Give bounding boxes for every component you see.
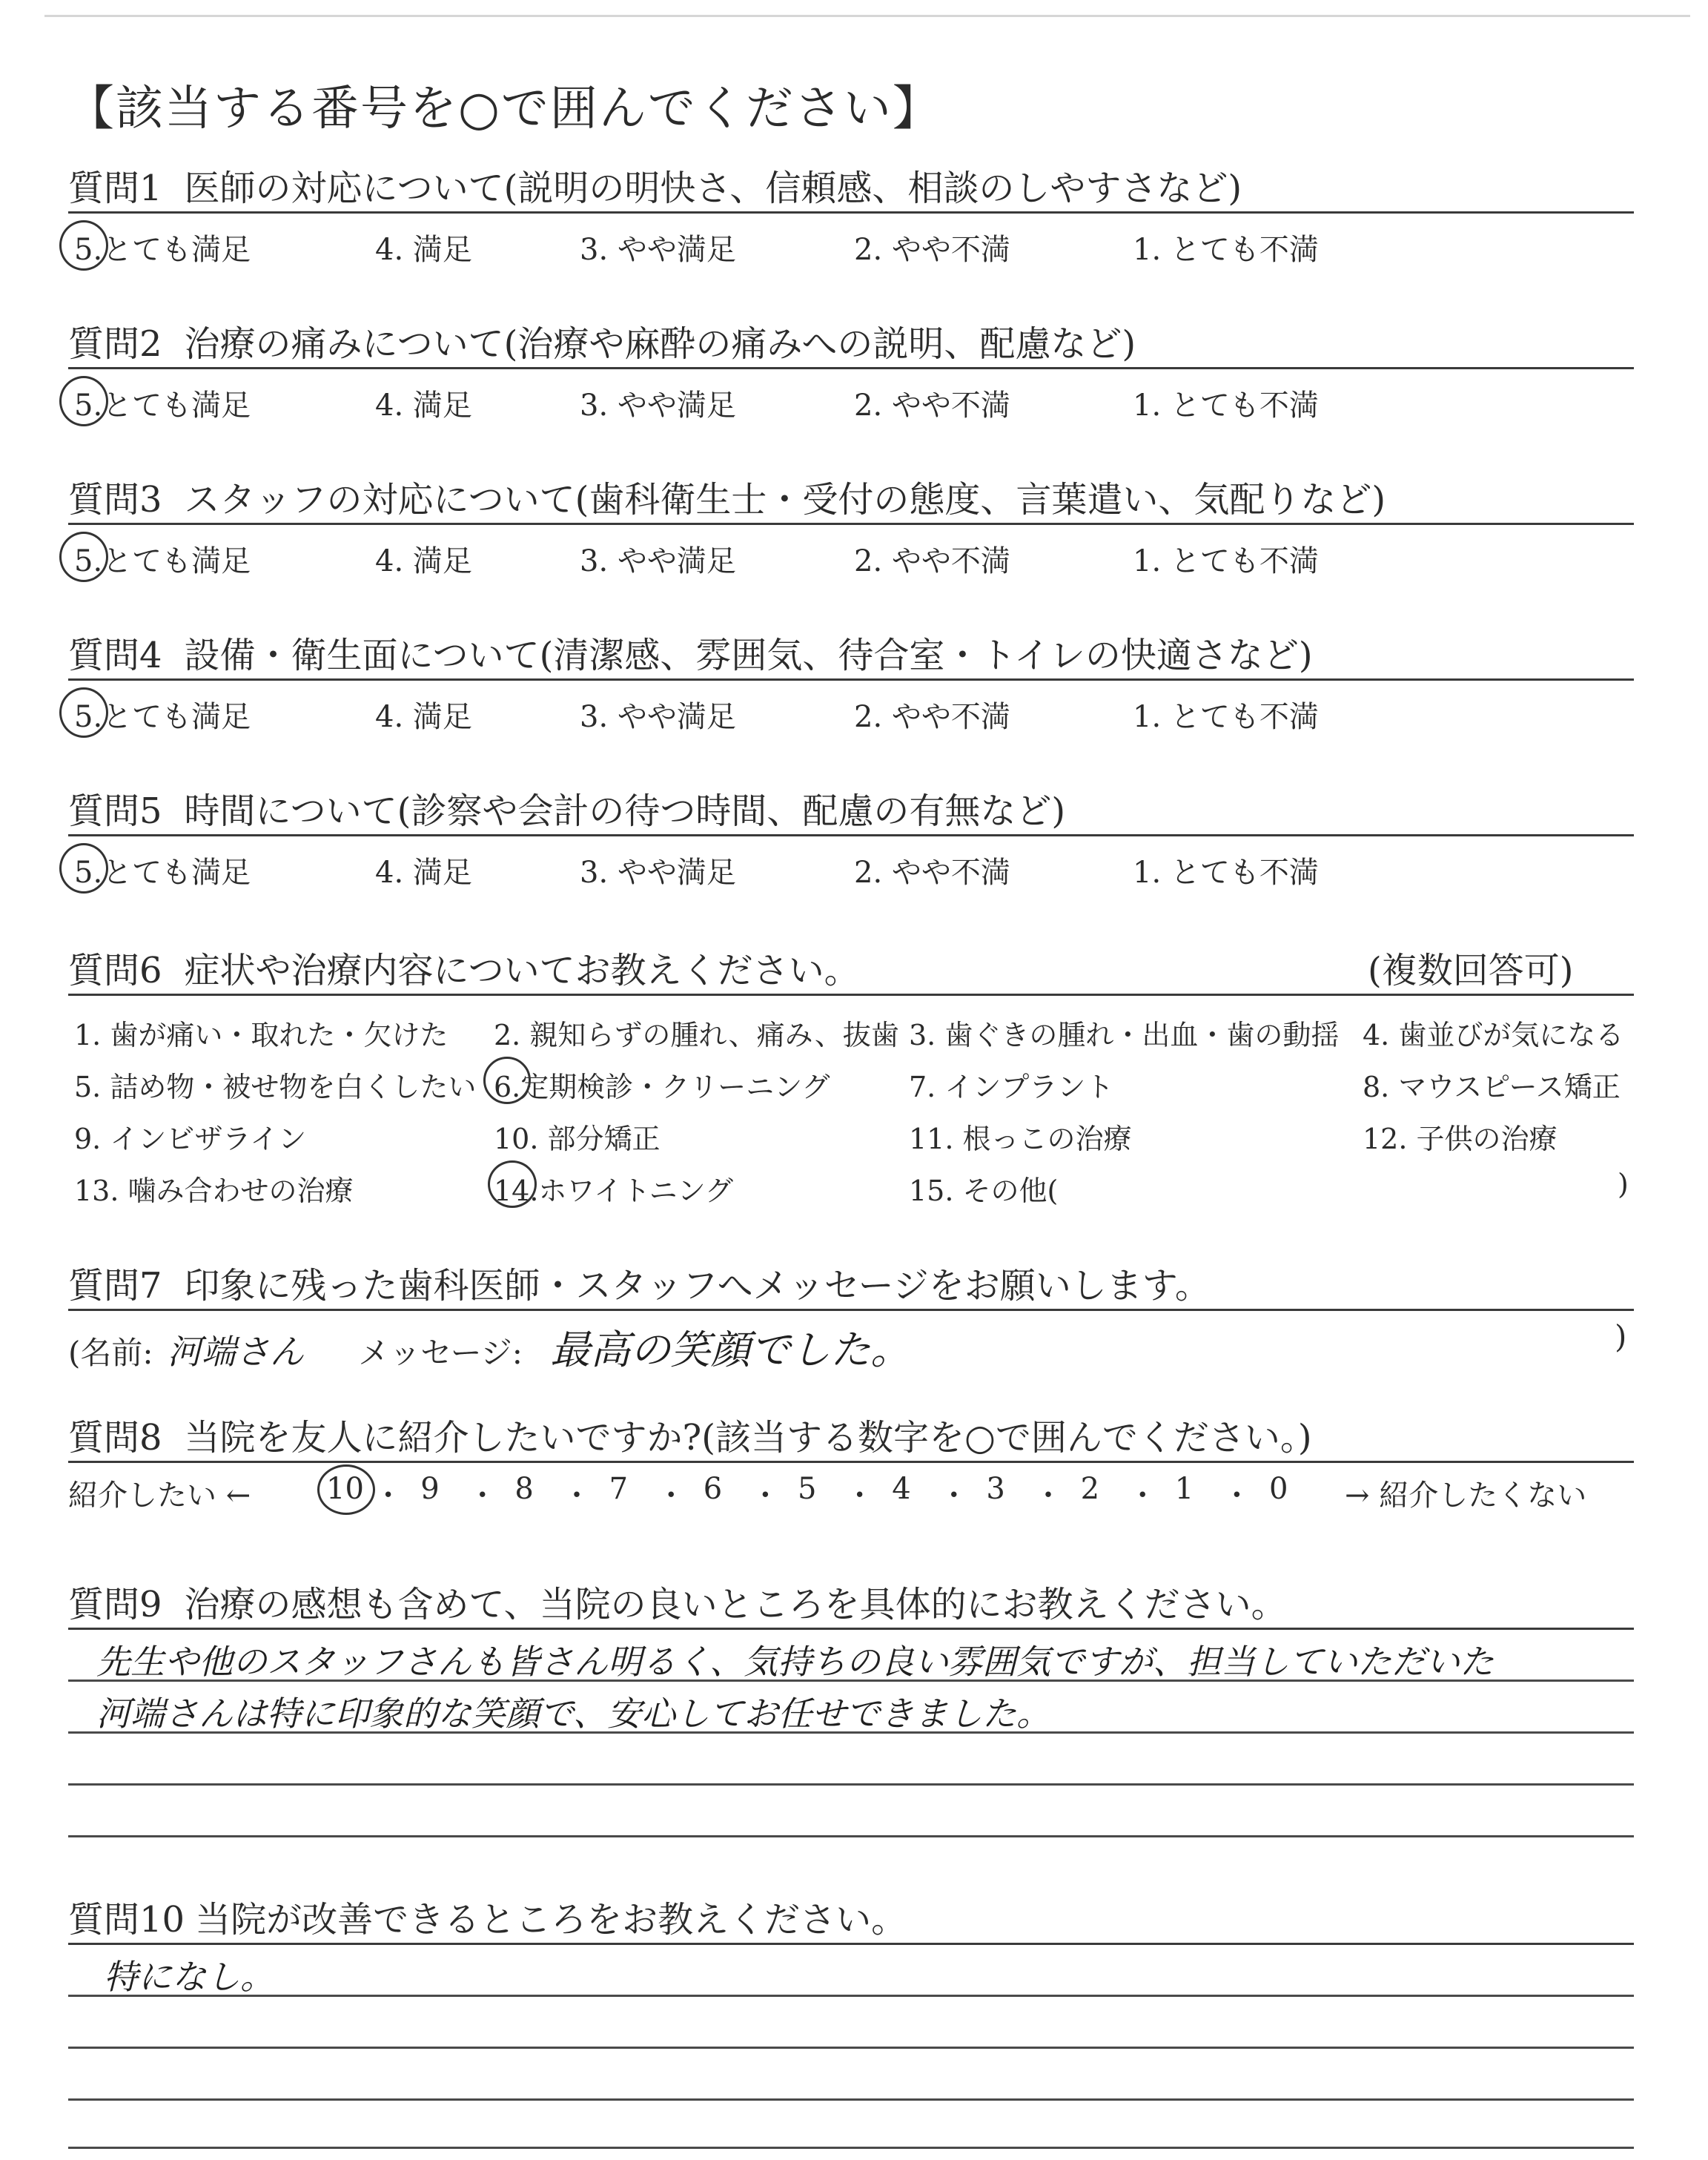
question-number: 質問4 (68, 635, 162, 676)
scale-separator: ・ (1222, 1479, 1252, 1513)
scale-option-10[interactable]: 10 (326, 1472, 364, 1506)
scale-separator: ・ (373, 1479, 403, 1513)
question-title: 時間について(診察や会計の待つ時間、配慮の有無など) (184, 790, 1066, 832)
question-8-rule (68, 1461, 1634, 1463)
scale-separator: ・ (1128, 1479, 1158, 1513)
question-title: 治療の痛みについて(治療や麻酔の痛みへの説明、配慮など) (184, 323, 1136, 365)
selected-circle (59, 376, 108, 426)
question-3 (68, 471, 1634, 522)
rating-option-3[interactable]: 3. やや満足 (580, 544, 736, 578)
q10-line-3 (68, 2047, 1634, 2049)
q6-selected-circle-14 (488, 1160, 537, 1208)
q10-line-1 (68, 1943, 1634, 1945)
rating-option-4[interactable]: 4. 満足 (375, 856, 472, 890)
q6-option-13[interactable]: 13. 噛み合わせの治療 (74, 1175, 354, 1207)
recommend-scale (68, 1472, 1634, 1516)
q9-answer-line-1[interactable]: 先生や他のスタッフさんも皆さん明るく、気持ちの良い雰囲気ですが、担当していただいた (96, 1642, 1494, 1682)
q6-option-1[interactable]: 1. 歯が痛い・取れた・欠けた (74, 1019, 448, 1051)
scale-option-3[interactable]: 3 (986, 1472, 1005, 1506)
message-value[interactable]: 最高の笑顔でした。 (550, 1327, 911, 1373)
question-number: 質問7 (68, 1265, 162, 1307)
rating-option-5[interactable]: 5.とても満足 (74, 233, 251, 267)
question-number: 質問6 (68, 950, 162, 991)
q6-option-14[interactable]: 14.ホワイトニング (494, 1175, 734, 1207)
multiple-answer-note: (複数回答可) (1368, 950, 1574, 991)
rating-option-2[interactable]: 2. やや不満 (854, 700, 1010, 734)
rating-option-4[interactable]: 4. 満足 (375, 700, 472, 734)
rating-option-3[interactable]: 3. やや満足 (580, 856, 736, 890)
question-title: 医師の対応について(説明の明快さ、信頼感、相談のしやすさなど) (184, 168, 1242, 209)
rating-option-1[interactable]: 1. とても不満 (1133, 233, 1319, 267)
q9-line-4 (68, 1783, 1634, 1786)
question-8 (68, 1409, 1634, 1460)
question-2-rule (68, 367, 1634, 369)
q9-line-5 (68, 1835, 1634, 1837)
scale-option-7[interactable]: 7 (609, 1472, 629, 1506)
rating-option-5[interactable]: 5.とても満足 (74, 856, 251, 890)
scale-separator: ・ (467, 1479, 497, 1513)
instruction-heading: 【該当する番号を○で囲んでください】 (67, 82, 941, 136)
question-1-options (68, 226, 1634, 268)
scale-separator: ・ (844, 1479, 875, 1513)
question-title: 印象に残った歯科医師・スタッフへメッセージをお願いします。 (184, 1265, 1211, 1307)
question-9 (68, 1576, 1634, 1627)
rating-option-2[interactable]: 2. やや不満 (854, 856, 1010, 890)
rating-option-3[interactable]: 3. やや満足 (580, 233, 736, 267)
rating-option-4[interactable]: 4. 満足 (375, 233, 472, 267)
q6-option-15[interactable]: 15. その他( (909, 1175, 1059, 1207)
top-border (44, 15, 1690, 17)
scale-option-5[interactable]: 5 (798, 1472, 817, 1506)
scale-separator: ・ (1033, 1479, 1063, 1513)
rating-option-3[interactable]: 3. やや満足 (580, 700, 736, 734)
question-number: 質問8 (68, 1417, 162, 1459)
rating-option-5[interactable]: 5.とても満足 (74, 544, 251, 578)
q6-option-4[interactable]: 4. 歯並びが気になる (1363, 1019, 1624, 1051)
scale-selected-circle (317, 1464, 375, 1515)
q6-option-10[interactable]: 10. 部分矯正 (494, 1123, 661, 1155)
question-number: 質問3 (68, 479, 162, 521)
selected-circle (59, 687, 108, 738)
q6-option-5[interactable]: 5. 詰め物・被せ物を白くしたい (74, 1071, 477, 1103)
question-4-options (68, 693, 1634, 735)
q6-option-3[interactable]: 3. 歯ぐきの腫れ・出血・歯の動揺 (909, 1019, 1340, 1051)
q7-message-line (68, 1318, 910, 1375)
scale-option-2[interactable]: 2 (1080, 1472, 1100, 1506)
question-title: 治療の感想も含めて、当院の良いところを具体的にお教えください。 (184, 1584, 1287, 1625)
q9-line-1 (68, 1628, 1634, 1630)
rating-option-1[interactable]: 1. とても不満 (1133, 544, 1319, 578)
question-title: 症状や治療内容についてお教えください。 (184, 950, 860, 991)
q10-answer-line-1[interactable]: 特になし。 (104, 1957, 274, 1997)
scale-separator: ・ (750, 1479, 781, 1513)
question-number: 質問1 (68, 168, 162, 209)
scale-option-1[interactable]: 1 (1174, 1472, 1194, 1506)
q6-option-15-close: ) (1618, 1168, 1629, 1200)
scale-separator: ・ (656, 1479, 686, 1513)
question-2 (68, 315, 1634, 366)
scale-right-label: → 紹介したくない (1345, 1479, 1587, 1513)
rating-option-1[interactable]: 1. とても不満 (1133, 389, 1319, 423)
question-number: 質問5 (68, 790, 162, 832)
rating-option-5[interactable]: 5.とても満足 (74, 700, 251, 734)
question-number: 質問2 (68, 323, 162, 365)
q10-line-5 (68, 2147, 1634, 2149)
q6-option-6[interactable]: 6.定期検診・クリーニング (494, 1071, 830, 1103)
selected-circle (59, 843, 108, 894)
question-3-options (68, 538, 1634, 579)
scale-option-0[interactable]: 0 (1269, 1472, 1288, 1506)
question-title: 当院を友人に紹介したいですか?(該当する数字を○で囲んでください。) (184, 1417, 1312, 1459)
q10-line-2 (68, 1995, 1634, 1997)
q6-option-8[interactable]: 8. マウスピース矯正 (1363, 1071, 1621, 1103)
question-title: 当院が改善できるところをお教えください。 (195, 1899, 907, 1941)
question-10 (68, 1891, 1634, 1942)
rating-option-1[interactable]: 1. とても不満 (1133, 856, 1319, 890)
question-number: 質問10 (68, 1899, 185, 1941)
q6-option-11[interactable]: 11. 根っこの治療 (909, 1123, 1132, 1155)
scale-separator: ・ (562, 1479, 592, 1513)
q6-option-9[interactable]: 9. インビザライン (74, 1123, 307, 1155)
selected-circle (59, 220, 108, 271)
rating-option-2[interactable]: 2. やや不満 (854, 233, 1010, 267)
rating-option-4[interactable]: 4. 満足 (375, 389, 472, 423)
scale-option-8[interactable]: 8 (514, 1472, 534, 1506)
question-6-rule (68, 994, 1634, 996)
question-3-rule (68, 523, 1634, 525)
question-title: スタッフの対応について(歯科衛生士・受付の態度、言葉遣い、気配りなど) (184, 479, 1386, 521)
question-7-rule (68, 1309, 1634, 1311)
question-4-rule (68, 678, 1634, 681)
scale-left-label: 紹介したい ← (68, 1479, 251, 1513)
rating-option-2[interactable]: 2. やや不満 (854, 389, 1010, 423)
q6-selected-circle-6 (483, 1057, 531, 1104)
question-2-options (68, 382, 1634, 423)
q7-close-paren: ) (1615, 1318, 1627, 1355)
question-title: 設備・衛生面について(清潔感、雰囲気、待合室・トイレの快適さなど) (184, 635, 1313, 676)
name-value[interactable]: 河端さん (167, 1332, 304, 1372)
q6-option-2[interactable]: 2. 親知らずの腫れ、痛み、抜歯 (494, 1019, 899, 1051)
q10-line-4 (68, 2098, 1634, 2101)
question-number: 質問9 (68, 1584, 162, 1625)
rating-option-5[interactable]: 5.とても満足 (74, 389, 251, 423)
q6-option-12[interactable]: 12. 子供の治療 (1363, 1123, 1558, 1155)
q6-option-7[interactable]: 7. インプラント (909, 1071, 1114, 1103)
scale-separator: ・ (939, 1479, 969, 1513)
rating-option-2[interactable]: 2. やや不満 (854, 544, 1010, 578)
selected-circle (59, 532, 108, 582)
scale-option-4[interactable]: 4 (892, 1472, 911, 1506)
question-1 (68, 159, 1634, 211)
question-5 (68, 782, 1634, 833)
message-label: メッセージ: (358, 1335, 523, 1371)
scale-option-6[interactable]: 6 (703, 1472, 723, 1506)
question-4 (68, 627, 1634, 678)
question-1-rule (68, 211, 1634, 214)
question-5-rule (68, 834, 1634, 836)
question-5-options (68, 849, 1634, 891)
scale-option-9[interactable]: 9 (420, 1472, 440, 1506)
question-7 (68, 1257, 1634, 1308)
rating-option-4[interactable]: 4. 満足 (375, 544, 472, 578)
rating-option-1[interactable]: 1. とても不満 (1133, 700, 1319, 734)
name-label: (名前: (68, 1335, 153, 1371)
rating-option-3[interactable]: 3. やや満足 (580, 389, 736, 423)
q9-answer-line-2[interactable]: 河端さんは特に印象的な笑顔で、安心してお任せできました。 (96, 1694, 1051, 1734)
